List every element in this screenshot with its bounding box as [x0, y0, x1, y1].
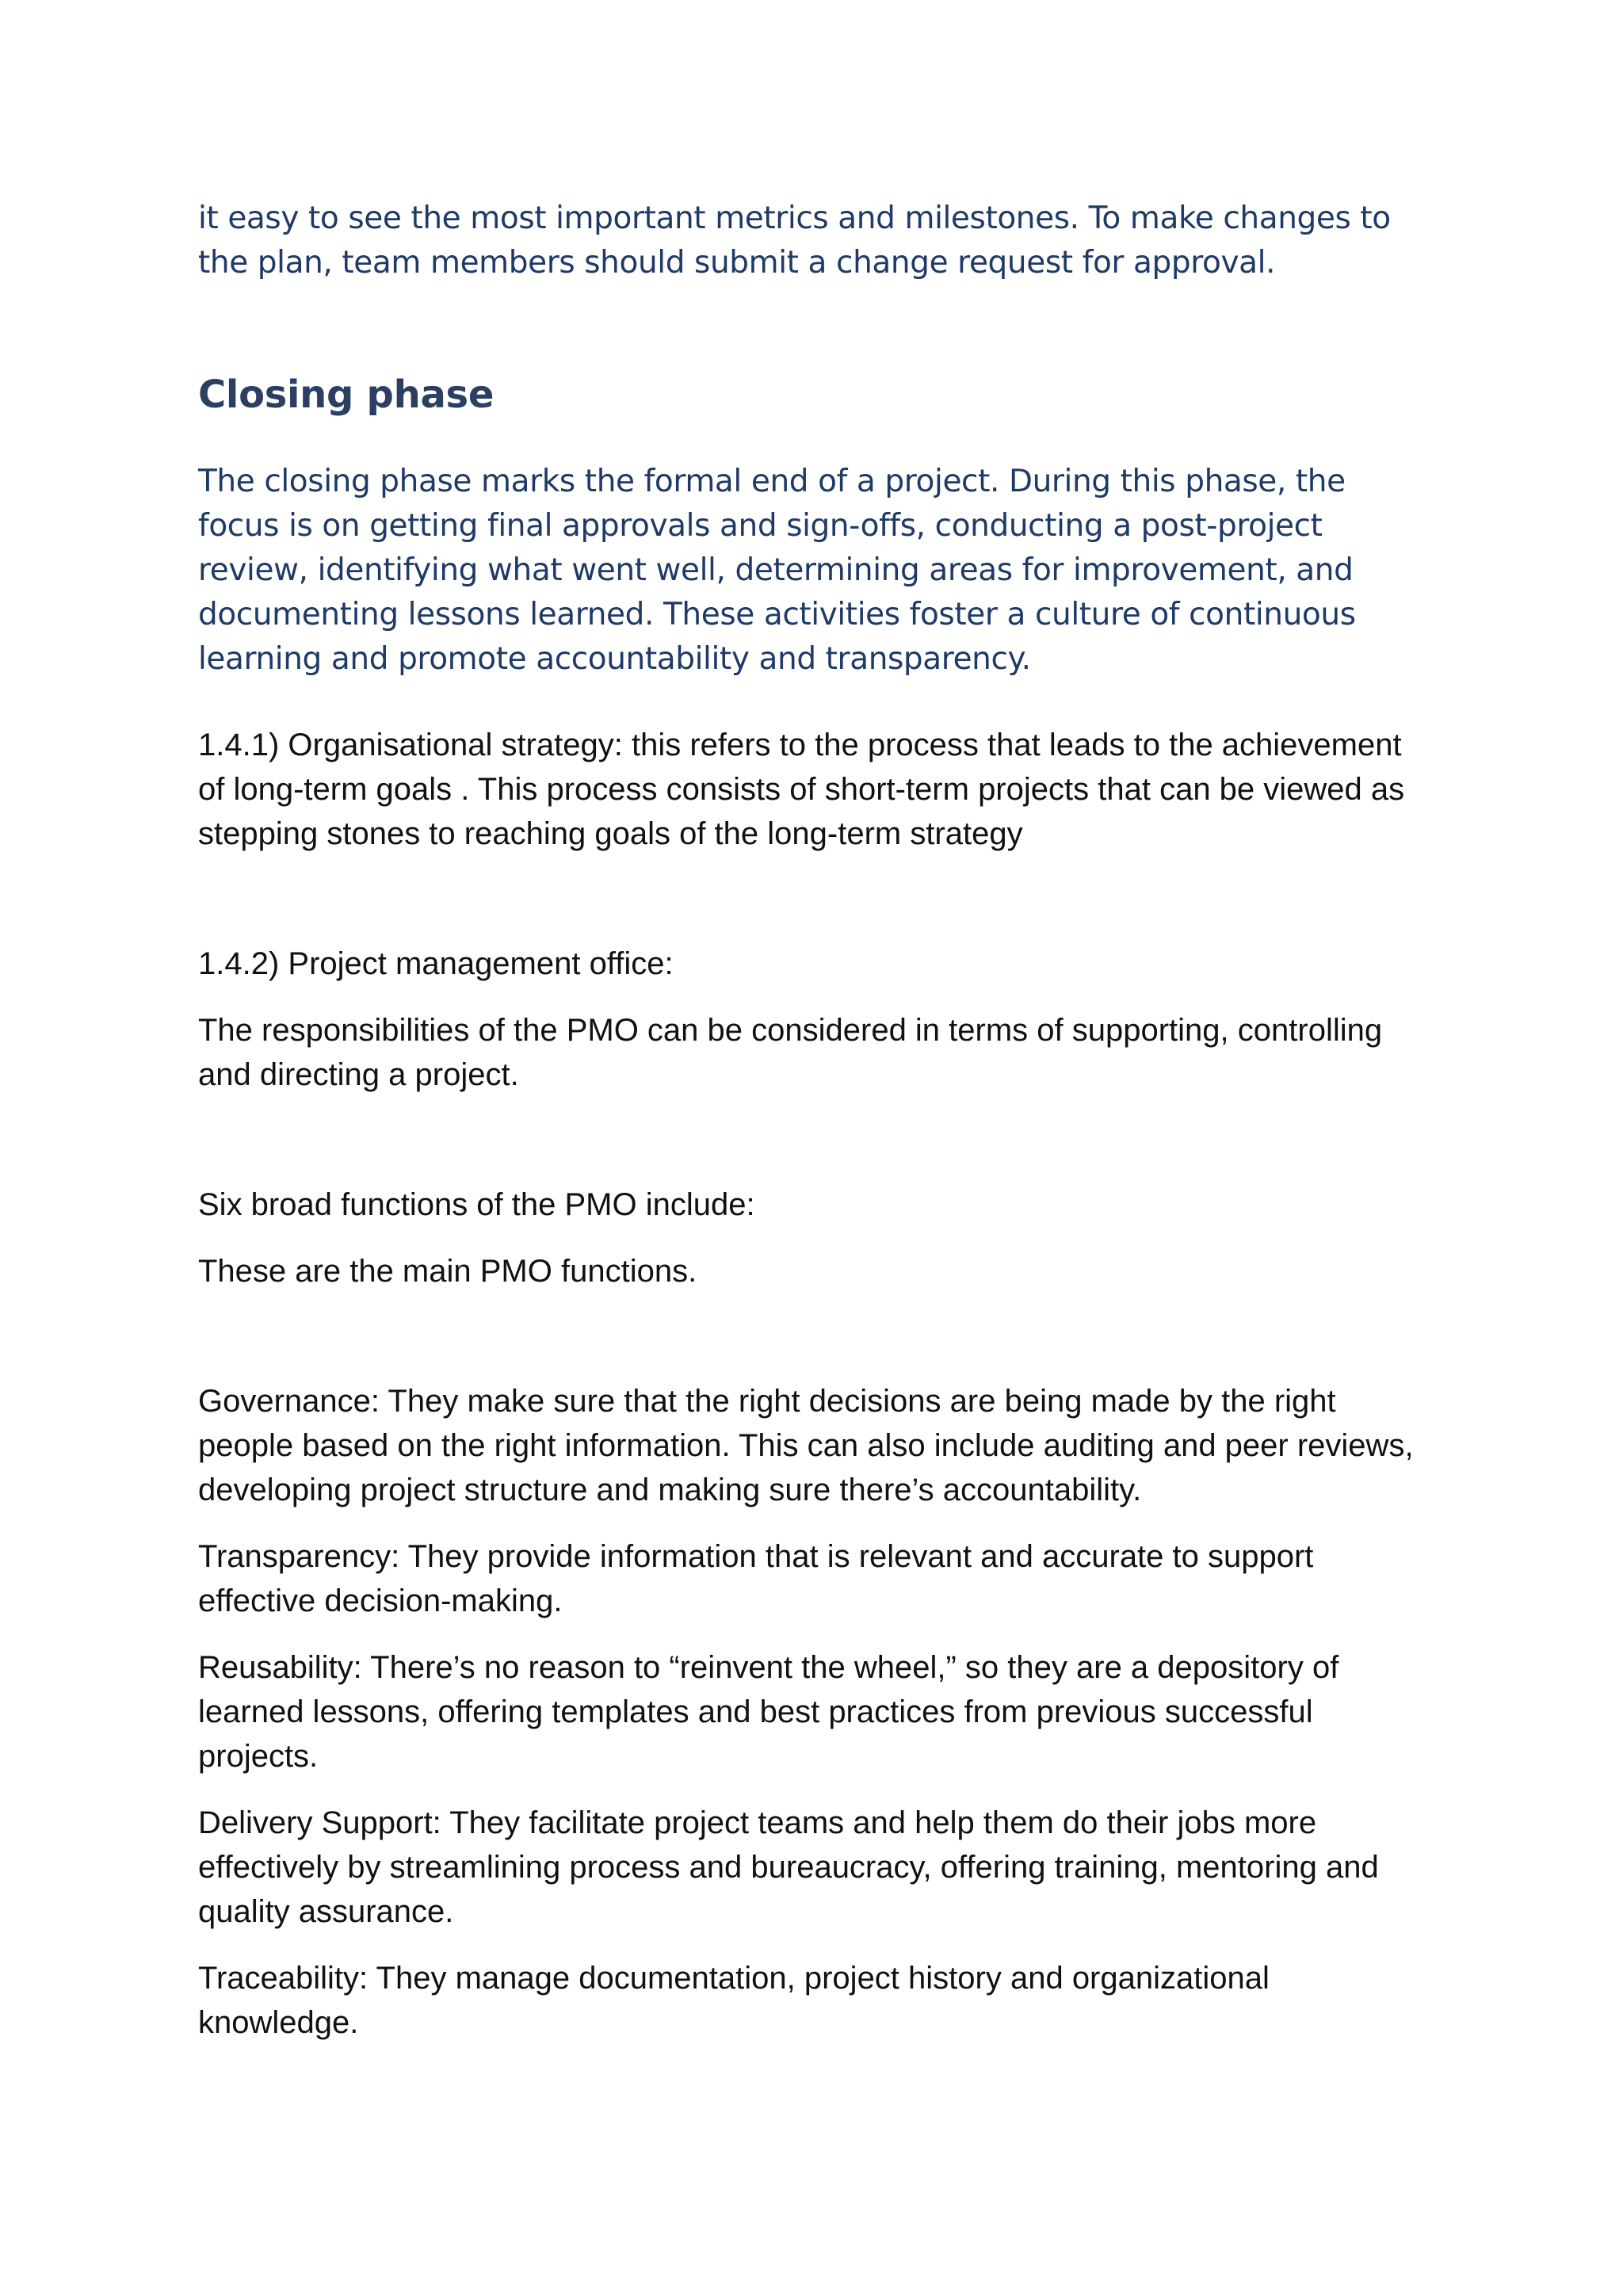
function-reusability: Reusability: There’s no reason to “reinvent the wheel,” so they are a depository of learned lessons, offering templates and best practices from previous successful projects.	[198, 1650, 1339, 1774]
pmo-functions-sub: These are the main PMO functions.	[198, 1254, 697, 1289]
intro-paragraph: it easy to see the most important metrics and milestones. To make changes to the plan, team members should submit a change request for approval.	[198, 201, 1391, 281]
function-transparency: Transparency: They provide information that is relevant and accurate to support effective decision-making.	[198, 1539, 1314, 1618]
function-governance: Governance: They make sure that the right decisions are being made by the right people based on the right information. This can also include auditing and peer reviews, developing project structure and making sure there’s accountability.	[198, 1384, 1414, 1507]
closing-phase-heading: Closing phase	[198, 372, 495, 417]
pmo-responsibilities: The responsibilities of the PMO can be considered in terms of supporting, controlling and directing a project.	[198, 1013, 1383, 1092]
function-delivery-support: Delivery Support: They facilitate project teams and help them do their jobs more effectively by streamlining process and bureaucracy, offering training, mentoring and quality assurance.	[198, 1805, 1379, 1929]
page-content	[198, 197, 1434, 2045]
pmo-functions-intro: Six broad functions of the PMO include:	[198, 1187, 755, 1222]
pmo-heading: 1.4.2) Project management office:	[198, 946, 674, 981]
closing-phase-body: The closing phase marks the formal end of a project. During this phase, the focus is on getting final approvals and sign-offs, conducting a post-project review, identifying what went well, determining areas for improvement, and documenting lessons learned. These activities foster a culture of continuous learning and promote accountability and transparency.	[198, 464, 1356, 677]
function-traceability: Traceability: They manage documentation, project history and organizational knowledge.	[198, 1961, 1270, 2040]
organisational-strategy-paragraph: 1.4.1) Organisational strategy: this refers to the process that leads to the achievement of long-term goals . This process consists of short-term projects that can be viewed as stepping stones to reaching goals of the long-term strategy	[198, 728, 1405, 851]
